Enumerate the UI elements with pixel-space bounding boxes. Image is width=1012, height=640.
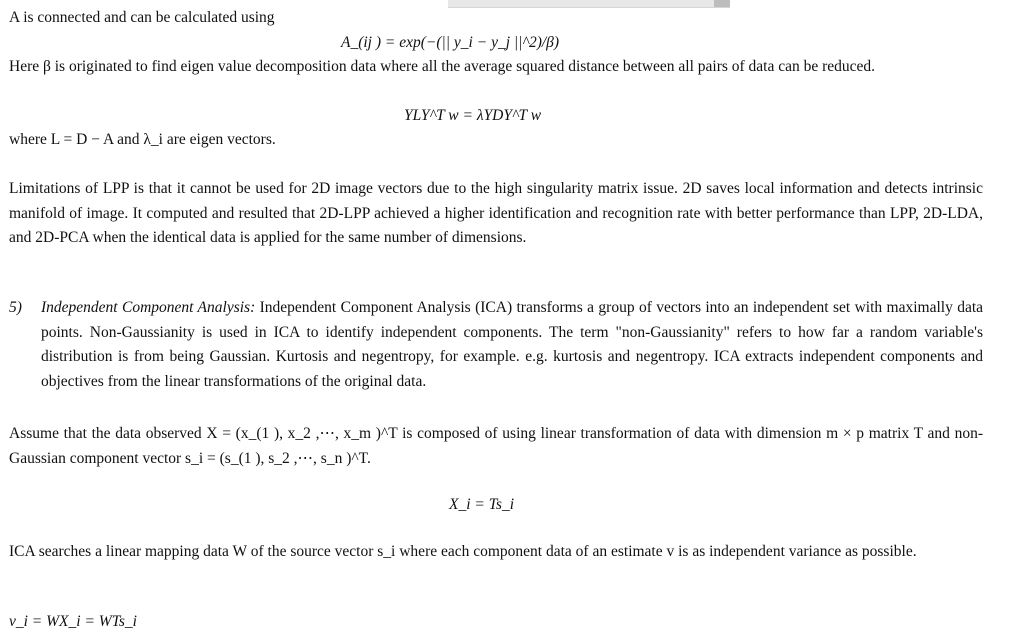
equation-affinity: A_(ij ) = exp(−(|| y_i − y_j ||^2)/β) <box>341 34 560 51</box>
paragraph-ica-search: ICA searches a linear mapping data W of the source vector s_i where each component data of an estimate v is as independent variance as possible. <box>9 543 917 560</box>
list-item-body: Independent Component Analysis (ICA) transforms a group of vectors into an independent set with maximally data points. Non-Gaussianity is used in ICA to identify independent components. The term "non-Gaussianity" refers to how far a random variable's distribution is from being Gaussian. Kurtosis and negentropy, for example. e.g. kurtosis and negentropy. ICA extracts independent components and objectives from the linear transformations of the original data. <box>41 299 984 390</box>
paragraph-assume: Assume that the data observed X = (x_(1 ), x_2 ,⋯, x_m )^T is composed of using linear transformation of data with dimension m × p matrix T and non-Gaussian component vector s_i = (s_(1 ), s_2 ,⋯, s_n )^T. <box>9 425 983 467</box>
list-item-text <box>41 296 983 394</box>
text-line-where: where L = D − A and λ_i are eigen vectors. <box>9 131 276 148</box>
text-line: A is connected and can be calculated using <box>9 9 275 26</box>
equation-unmixing: v_i = WX_i = WTs_i <box>9 613 137 630</box>
paragraph-beta: Here β is originated to find eigen value decomposition data where all the average squared distance between all pairs of data can be reduced. <box>9 58 876 75</box>
equation-eigen: YLY^T w = λYDY^T w <box>404 107 542 124</box>
paragraph-lpp-limitations: Limitations of LPP is that it cannot be used for 2D image vectors due to the high singularity matrix issue. 2D saves local information and detects intrinsic manifold of image. It computed and resulted that 2D-LPP achieved a higher identification and recognition rate with better performance than LPP, 2D-LDA, and 2D-PCA when the identical data is applied for the same number of dimensions. <box>9 180 983 246</box>
equation-mixing: X_i = Ts_i <box>449 496 515 513</box>
chevron-down-icon[interactable] <box>714 0 730 7</box>
list-item-ica <box>9 296 983 394</box>
list-item-number: 5) <box>9 299 22 316</box>
list-item-title: Independent Component Analysis: <box>41 299 256 316</box>
horizontal-scrollbar[interactable] <box>448 0 730 8</box>
